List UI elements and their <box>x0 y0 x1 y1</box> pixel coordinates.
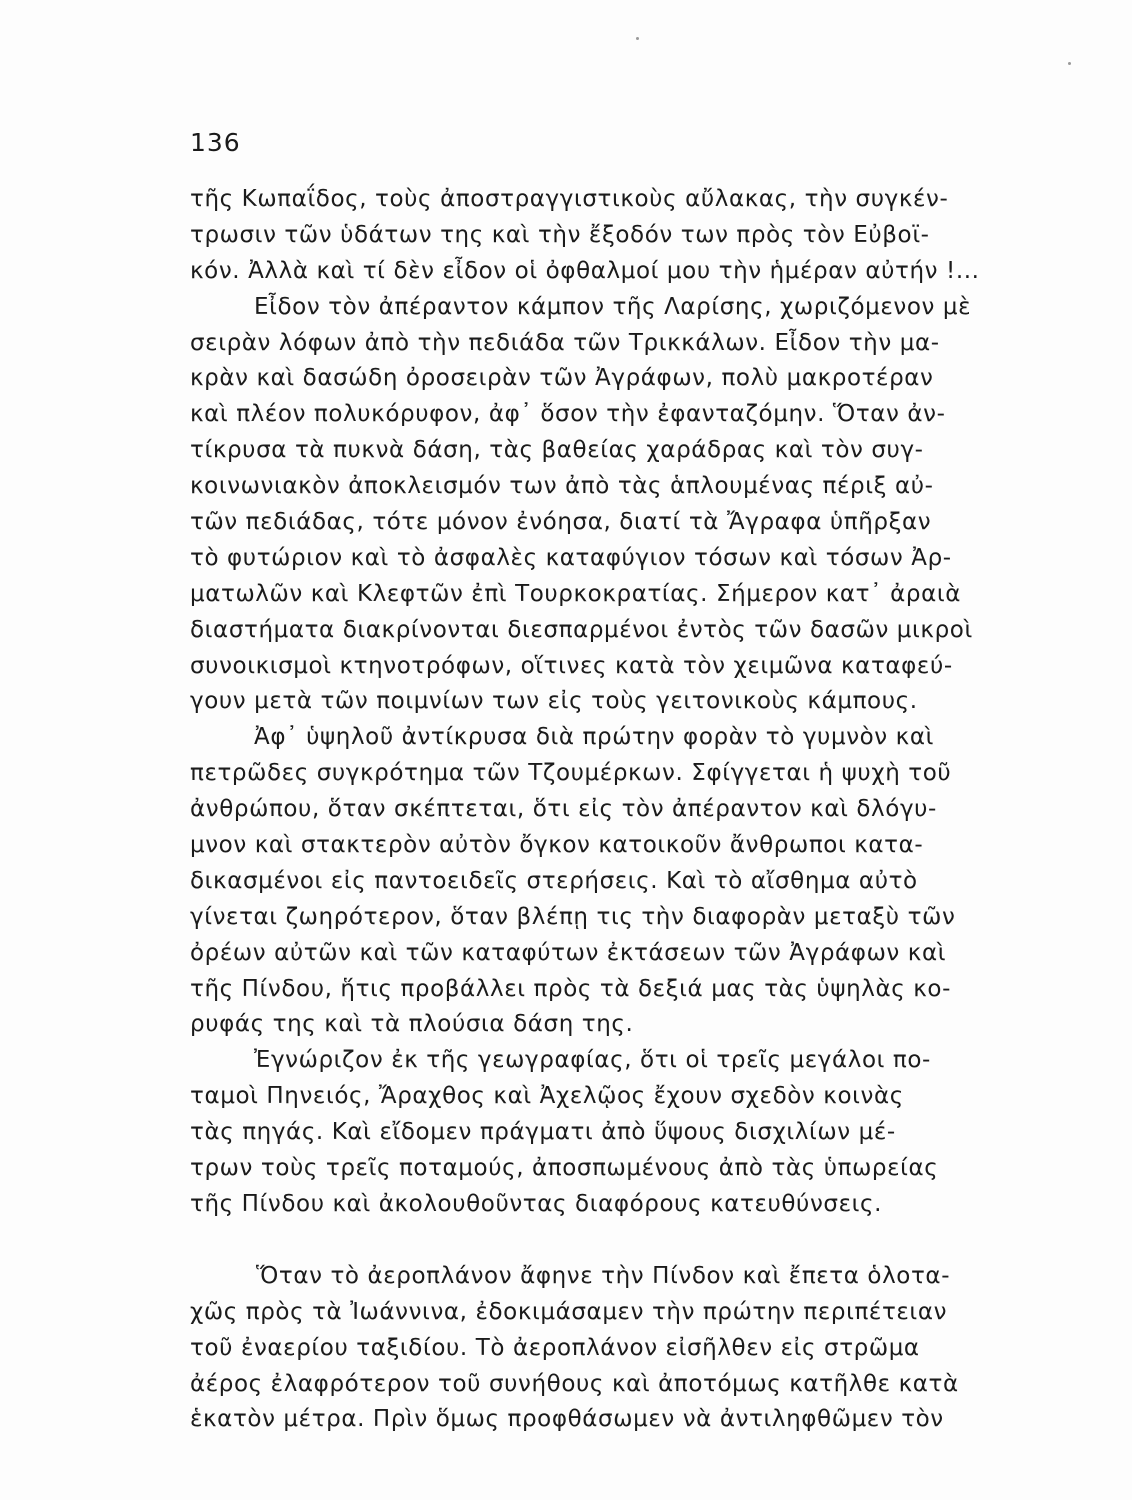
text-line: τὰς πηγάς. Καὶ εἴδομεν πράγματι ἀπὸ ὕψους δισχιλίων μέ- <box>190 1119 896 1146</box>
scan-speck <box>636 37 639 40</box>
text-line: ὀρέων αὐτῶν καὶ τῶν καταφύτων ἐκτάσεων τῶν Ἀγράφων καὶ <box>190 939 947 966</box>
body-text <box>190 182 1132 1438</box>
text-line: γίνεται ζωηρότερον, ὅταν βλέπῃ τις τὴν διαφορὰν μεταξὺ τῶν <box>190 903 956 930</box>
text-line: τῆς Πίνδου, ἥτις προβάλλει πρὸς τὰ δεξιά μας τὰς ὑψηλὰς κο- <box>190 975 951 1002</box>
text-line: χῶς πρὸς τὰ Ἰωάννινα, ἐδοκιμάσαμεν τὴν πρώτην περιπέτειαν <box>190 1298 948 1325</box>
scan-speck <box>1068 62 1071 65</box>
section-gap <box>190 1223 1132 1259</box>
text-line: γουν μετὰ τῶν ποιμνίων των εἰς τοὺς γειτονικοὺς κάμπους. <box>190 688 918 715</box>
text-line: τῆς Κωπαΐδος, τοὺς ἀποστραγγιστικοὺς αὔλακας, τὴν συγκέν- <box>190 186 949 212</box>
text-line: μνον καὶ στακτερὸν αὐτὸν ὄγκον κατοικοῦν ἄνθρωποι κατα- <box>190 832 924 859</box>
text-line: διαστήματα διακρίνονται διεσπαρμένοι ἐντὸς τῶν δασῶν μικροὶ <box>190 616 973 643</box>
paragraph <box>190 290 1132 721</box>
text-line: τοῦ ἐναερίου ταξιδίου. Τὸ ἀεροπλάνον εἰσῆλθεν εἰς στρῶμα <box>190 1334 920 1361</box>
text-line: κόν. Ἀλλὰ καὶ τί δὲν εἶδον οἱ ὀφθαλμοί μου τὴν ἡμέραν αὐτήν !... <box>190 257 980 284</box>
text-line: τῶν πεδιάδας, τότε μόνον ἐνόησα, διατί τὰ Ἄγραφα ὑπῆρξαν <box>190 509 932 536</box>
text-line: κρὰν καὶ δασώδη ὀροσειρὰν τῶν Ἀγράφων, πολὺ μακροτέραν <box>190 365 934 392</box>
text-line: Ἐγνώριζον ἐκ τῆς γεωγραφίας, ὅτι οἱ τρεῖς μεγάλοι πο- <box>254 1047 931 1074</box>
text-line: τῆς Πίνδου καὶ ἀκολουθοῦντας διαφόρους κατευθύνσεις. <box>190 1190 883 1217</box>
text-line: ἑκατὸν μέτρα. Πρὶν ὅμως προφθάσωμεν νὰ ἀντιληφθῶμεν τὸν <box>190 1406 944 1433</box>
paragraph <box>190 1259 1132 1438</box>
text-line: δικασμένοι εἰς παντοειδεῖς στερήσεις. Καὶ τὸ αἴσθημα αὐτὸ <box>190 867 918 894</box>
text-line: καὶ πλέον πολυκόρυφον, ἀφ᾽ ὅσον τὴν ἐφανταζόμην. Ὅταν ἀν- <box>190 401 946 428</box>
paragraph <box>190 1043 1132 1222</box>
text-line: τὸ φυτώριον καὶ τὸ ἀσφαλὲς καταφύγιον τόσων καὶ τόσων Ἀρ- <box>190 544 952 571</box>
text-line: ταμοὶ Πηνειός, Ἄραχθος καὶ Ἀχελῷος ἔχουν σχεδὸν κοινὰς <box>190 1083 904 1110</box>
text-line: ρυφάς της καὶ τὰ πλούσια δάση της. <box>190 1011 634 1038</box>
text-line: ἀνθρώπου, ὅταν σκέπτεται, ὅτι εἰς τὸν ἀπέραντον καὶ δλόγυ- <box>190 796 937 823</box>
paragraph <box>190 182 1132 290</box>
text-line: ματωλῶν καὶ Κλεφτῶν ἐπὶ Τουρκοκρατίας. Σήμερον κατ᾽ ἀραιὰ <box>190 580 962 607</box>
text-line: Ὅταν τὸ ἀεροπλάνον ἄφηνε τὴν Πίνδον καὶ ἔπετα ὁλοτα- <box>256 1262 951 1289</box>
text-line: Ἀφ᾽ ὑψηλοῦ ἀντίκρυσα διὰ πρώτην φορὰν τὸ γυμνὸν καὶ <box>254 724 934 751</box>
text-line: κοινωνιακὸν ἀποκλεισμόν των ἀπὸ τὰς ἁπλουμένας πέριξ αὐ- <box>190 473 934 500</box>
text-line: τίκρυσα τὰ πυκνὰ δάση, τὰς βαθείας χαράδρας καὶ τὸν συγ- <box>190 437 924 464</box>
paragraph <box>190 720 1132 1043</box>
text-line: τρων τοὺς τρεῖς ποταμούς, ἀποσπωμένους ἀπὸ τὰς ὑπωρείας <box>190 1155 939 1182</box>
text-line: τρωσιν τῶν ὑδάτων της καὶ τὴν ἔξοδόν των πρὸς τὸν Εὐβοϊ- <box>190 221 930 248</box>
text-line: συνοικισμοὶ κτηνοτρόφων, οἵτινες κατὰ τὸν χειμῶνα καταφεύ- <box>190 652 953 679</box>
text-line: πετρῶδες συγκρότημα τῶν Τζουμέρκων. Σφίγγεται ἡ ψυχὴ τοῦ <box>190 760 952 787</box>
page-number: 136 <box>190 128 241 157</box>
text-line: ἀέρος ἐλαφρότερον τοῦ συνήθους καὶ ἀποτόμως κατῆλθε κατὰ <box>190 1370 959 1397</box>
text-line: Εἶδον τὸν ἀπέραντον κάμπον τῆς Λαρίσης, χωριζόμενον μὲ <box>254 293 972 320</box>
text-line: σειρὰν λόφων ἀπὸ τὴν πεδιάδα τῶν Τρικκάλων. Εἶδον τὴν μα- <box>190 329 940 356</box>
